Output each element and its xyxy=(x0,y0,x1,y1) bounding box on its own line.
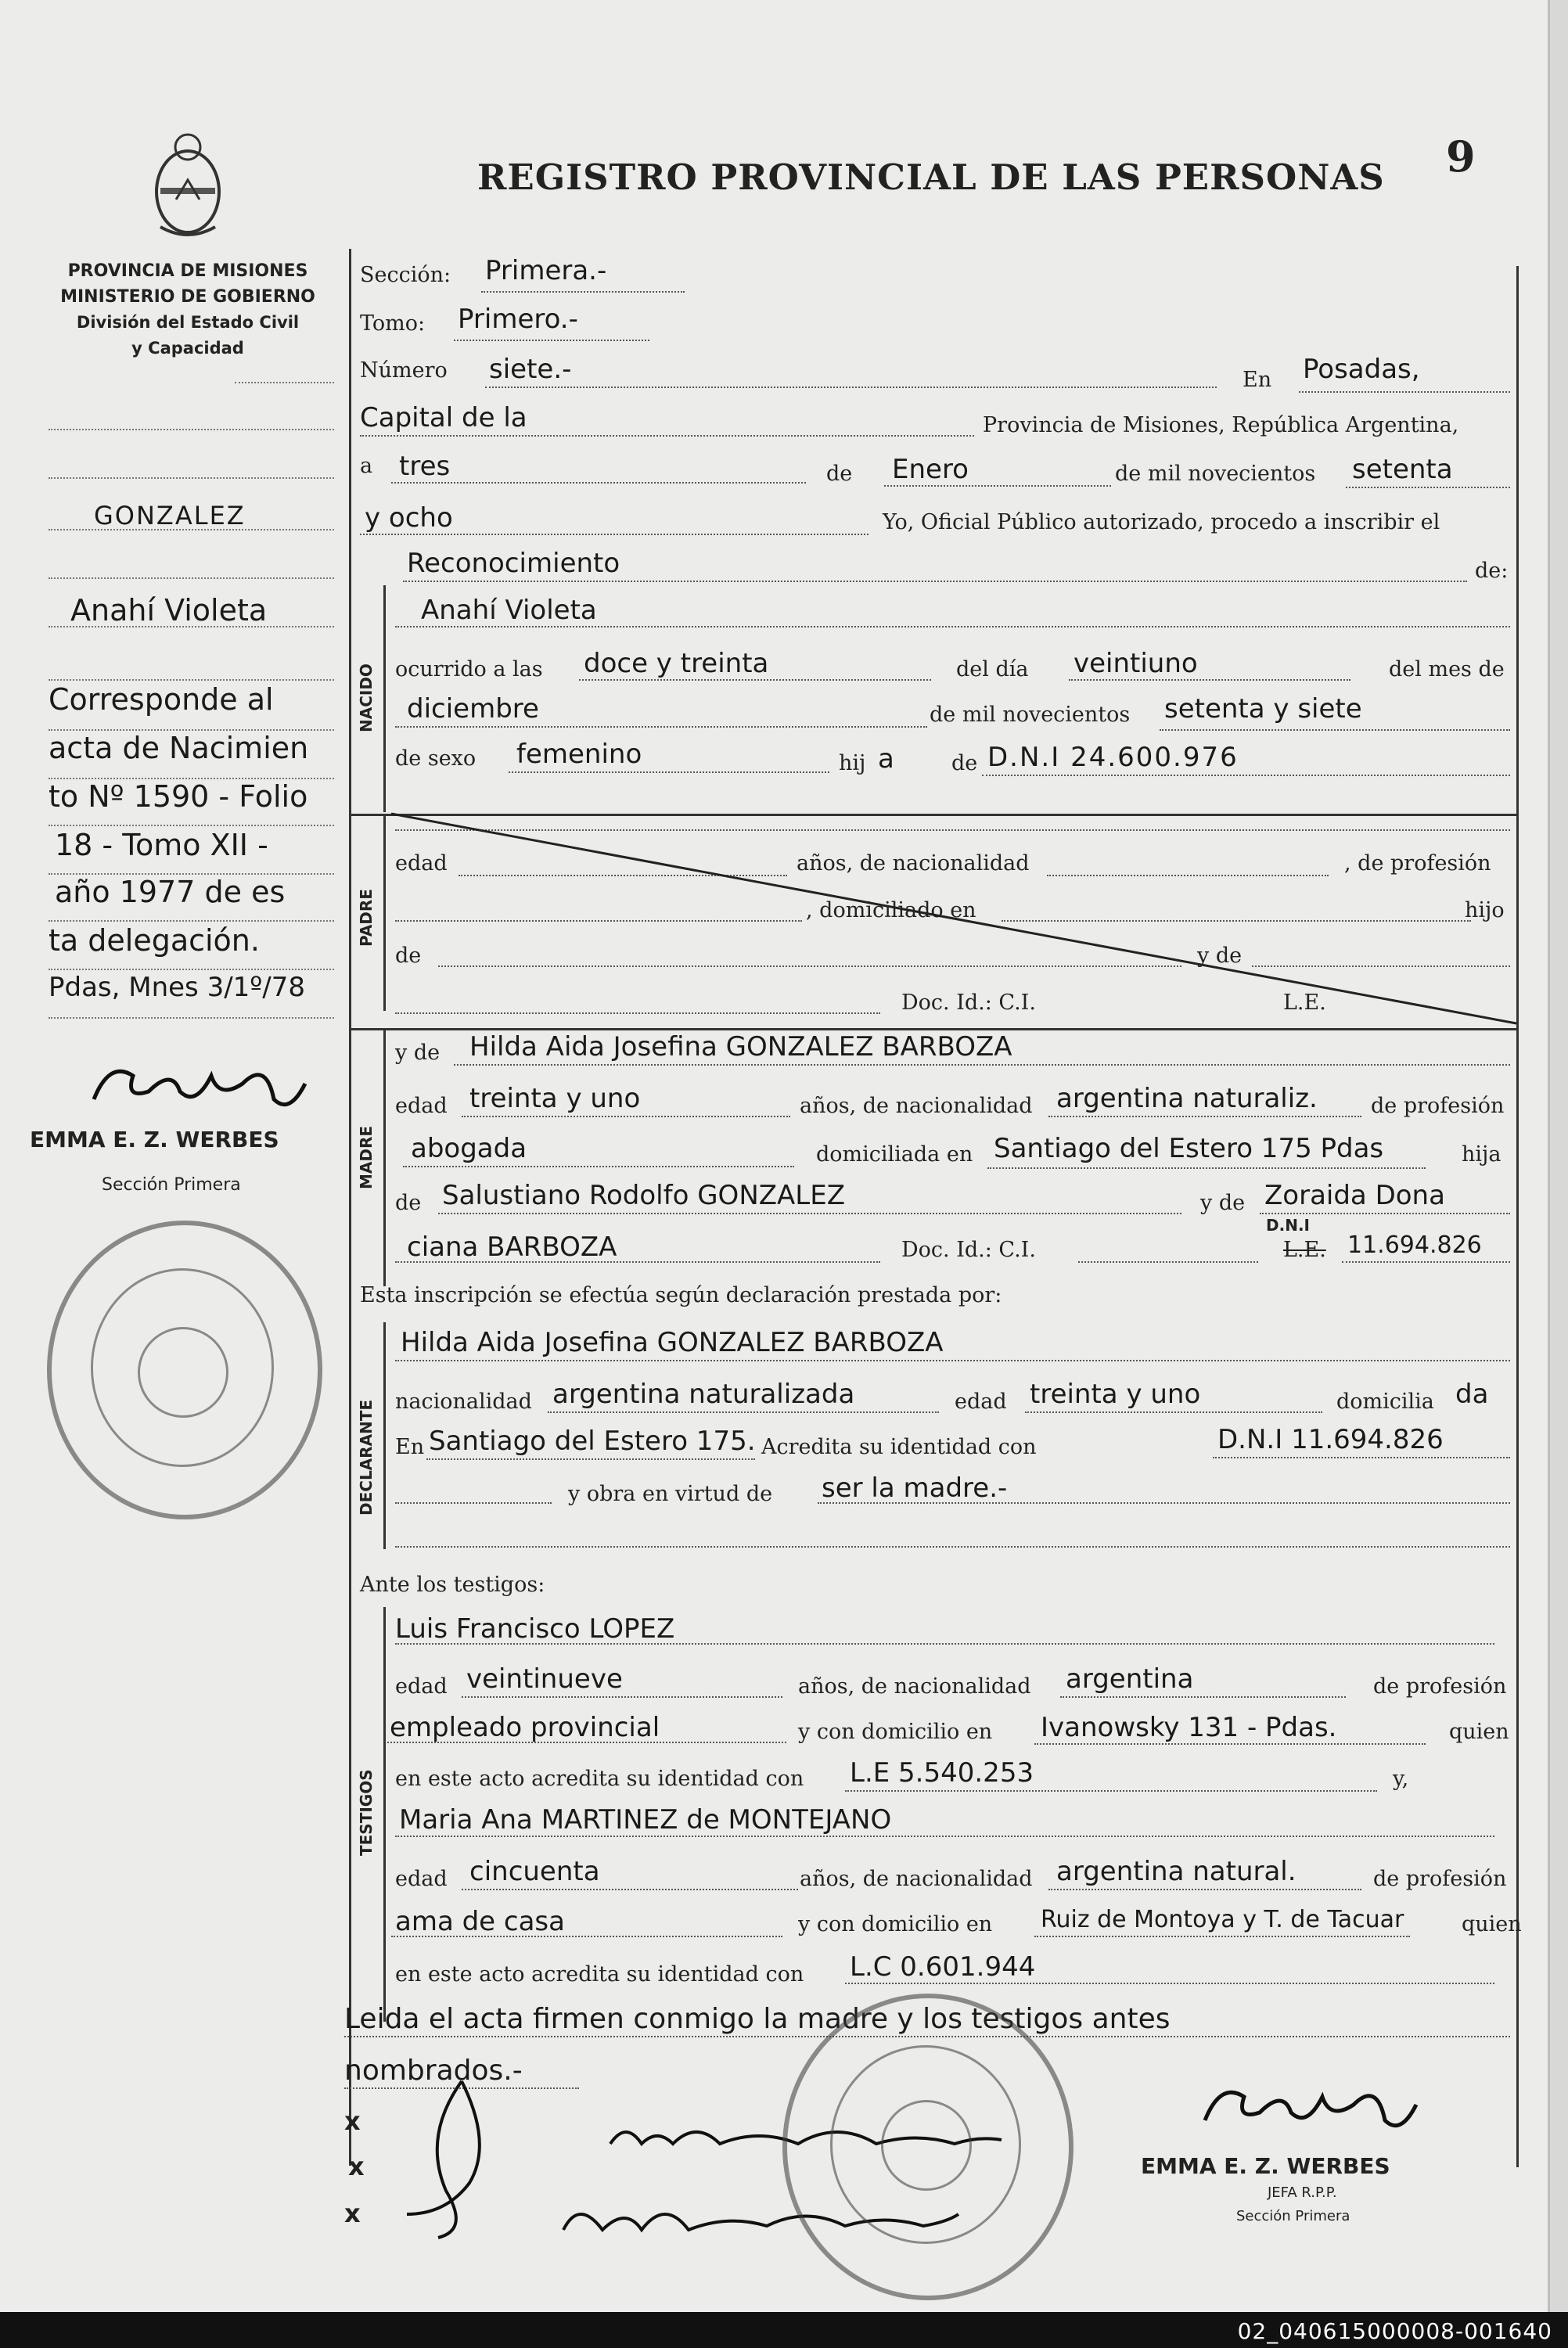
label-seccion: Sección: xyxy=(360,263,451,287)
left-divider xyxy=(235,382,334,383)
label-domic-t2: y con domicilio en xyxy=(798,1912,993,1936)
value-madre-prof: abogada xyxy=(411,1133,527,1164)
field-line xyxy=(1034,1936,1410,1937)
field-line xyxy=(454,1064,1510,1066)
field-line xyxy=(454,340,649,341)
heading-division: División del Estado Civil xyxy=(76,313,300,332)
value-t1-doc: L.E 5.540.253 xyxy=(850,1757,1034,1789)
label-prof-t2: de profesión xyxy=(1373,1867,1507,1891)
value-t2-doc: L.C 0.601.944 xyxy=(850,1951,1036,1983)
field-line xyxy=(1034,1743,1426,1745)
stamp-icon xyxy=(782,1994,1074,2300)
field-line xyxy=(360,435,974,437)
value-t1-nombre: Luis Francisco LOPEZ xyxy=(395,1613,675,1645)
field-line xyxy=(395,626,1510,627)
strike-through-line xyxy=(391,814,1518,1025)
field-line xyxy=(387,1742,786,1743)
closing-line-2: nombrados.- xyxy=(344,2055,523,2087)
left-surname: GONZALEZ xyxy=(94,501,246,530)
label-sexo: de sexo xyxy=(395,746,477,771)
field-line xyxy=(462,1116,790,1117)
label-nac-t1: años, de nacionalidad xyxy=(798,1674,1031,1699)
caption-bar xyxy=(0,2312,1568,2348)
label-le-padre: L.E. xyxy=(1283,991,1326,1015)
label-nac-t2: años, de nacionalidad xyxy=(800,1867,1033,1891)
left-line xyxy=(49,679,334,681)
label-yo: Yo, Oficial Público autorizado, procedo a inscribir el xyxy=(883,510,1440,534)
value-t2-nac: argentina natural. xyxy=(1056,1856,1296,1887)
official-signature-title: JEFA R.P.P. xyxy=(1268,2184,1337,2201)
label-hijo: hijo xyxy=(1465,898,1505,922)
label-domic-madre: domiciliada en xyxy=(816,1142,973,1167)
frame-right-line xyxy=(1516,266,1519,2167)
label-domic-t1: y con domicilio en xyxy=(798,1720,993,1744)
label-tomo: Tomo: xyxy=(360,311,426,336)
label-de-padre: de xyxy=(395,944,422,968)
x-mark: x xyxy=(344,2199,361,2228)
section-line xyxy=(383,1607,386,2022)
field-line xyxy=(395,1360,1510,1361)
label-en-decl: En xyxy=(395,1435,425,1459)
left-signature-icon xyxy=(78,1052,313,1123)
note-line: Corresponde al xyxy=(49,682,274,717)
label-del-dia: del día xyxy=(956,657,1029,681)
label-nac-padre: años, de nacionalidad xyxy=(797,851,1030,876)
label-edad-padre: edad xyxy=(395,851,448,876)
label-acredita-decl: Acredita su identidad con xyxy=(761,1435,1037,1459)
section-line xyxy=(383,1322,386,1549)
field-line xyxy=(360,534,869,535)
section-line xyxy=(383,1028,386,1286)
field-line xyxy=(1346,487,1510,488)
label-hija: hija xyxy=(1462,1142,1501,1167)
heading-capacity: y Capacidad xyxy=(131,339,244,358)
left-line xyxy=(49,969,334,970)
field-line xyxy=(391,1936,782,1937)
section-line xyxy=(383,585,386,812)
folio-number: 9 xyxy=(1446,131,1476,182)
value-madre-nombre: Hilda Aida Josefina GONZALEZ BARBOZA xyxy=(469,1031,1012,1063)
label-quien-t1: quien xyxy=(1449,1720,1509,1744)
page-title: REGISTRO PROVINCIAL DE LAS PERSONAS xyxy=(477,156,1385,198)
coat-of-arms-icon xyxy=(145,125,231,243)
field-line xyxy=(1260,1213,1510,1214)
value-t1-nac: argentina xyxy=(1066,1663,1194,1695)
label-acredita-t2: en este acto acredita su identidad con xyxy=(395,1962,804,1987)
value-en: Posadas, xyxy=(1303,354,1420,385)
value-mes: Enero xyxy=(892,454,969,485)
value-t1-edad: veintinueve xyxy=(466,1663,623,1695)
value-tomo: Primero.- xyxy=(458,304,578,335)
note-line: acta de Nacimien xyxy=(49,731,309,765)
left-line xyxy=(49,825,334,826)
side-label-testigos: TESTIGOS xyxy=(357,1769,376,1856)
left-signature-name: EMMA E. Z. WERBES xyxy=(30,1127,279,1152)
label-acredita-t1: en este acto acredita su identidad con xyxy=(395,1767,804,1791)
label-edad-decl: edad xyxy=(955,1390,1007,1414)
field-line xyxy=(1342,1261,1510,1263)
value-madre-madre: Zoraida Dona xyxy=(1264,1180,1445,1211)
value-dni-label: D.N.I xyxy=(1266,1216,1310,1235)
field-line xyxy=(509,771,829,773)
value-acto: Reconocimiento xyxy=(407,548,620,579)
label-hij: hij xyxy=(839,751,866,775)
field-line xyxy=(818,1502,1510,1504)
label-provincia: Provincia de Misiones, República Argentina, xyxy=(983,413,1459,437)
label-de-madre: de xyxy=(395,1191,422,1215)
value-capital: Capital de la xyxy=(360,402,527,433)
field-line xyxy=(462,1889,798,1890)
field-line xyxy=(462,1696,782,1698)
field-line xyxy=(485,387,1217,388)
value-madre-nac: argentina naturaliz. xyxy=(1056,1083,1318,1114)
field-line xyxy=(395,1836,1494,1837)
label-ante-testigos: Ante los testigos: xyxy=(360,1573,545,1597)
note-line: ta delegación. xyxy=(49,923,260,958)
official-signature-sub: Sección Primera xyxy=(1236,2208,1350,2224)
field-line xyxy=(1069,679,1350,681)
stamp-icon xyxy=(47,1221,322,1519)
label-le-madre: L.E. xyxy=(1283,1238,1326,1262)
value-dia: tres xyxy=(399,451,451,482)
value-seccion: Primera.- xyxy=(485,255,607,286)
field-line xyxy=(426,1458,755,1460)
label-de-mil: de mil novecientos xyxy=(1115,462,1316,486)
field-line xyxy=(395,726,927,728)
label-obra: y obra en virtud de xyxy=(568,1482,773,1506)
field-line xyxy=(1025,1411,1322,1413)
field-line xyxy=(481,291,685,293)
value-decl-edad: treinta y uno xyxy=(1030,1379,1201,1410)
left-line xyxy=(49,477,334,479)
field-line xyxy=(403,1166,794,1167)
value-madre-dom: Santiago del Estero 175 Pdas xyxy=(994,1133,1384,1164)
label-quien-t2: quien xyxy=(1462,1912,1522,1936)
x-mark: x xyxy=(348,2152,365,2181)
witness-signature-icon xyxy=(376,2073,548,2246)
official-signature-icon xyxy=(1189,2073,1424,2144)
value-madre-padre: Salustiano Rodolfo GONZALEZ xyxy=(442,1180,846,1211)
label-prof-padre: , de profesión xyxy=(1344,851,1491,876)
official-signature-name: EMMA E. Z. WERBES xyxy=(1141,2153,1390,2179)
label-edad-madre: edad xyxy=(395,1094,448,1118)
value-madre-madre2: ciana BARBOZA xyxy=(407,1232,617,1263)
value-doc-nac: D.N.I 24.600.976 xyxy=(987,742,1239,773)
field-line xyxy=(395,1502,552,1504)
value-decl-dom: Santiago del Estero 175. xyxy=(429,1426,756,1457)
value-sexo: femenino xyxy=(516,739,642,770)
label-edad-t2: edad xyxy=(395,1867,448,1891)
side-label-declarante: DECLARANTE xyxy=(357,1399,376,1516)
heading-ministry: MINISTERIO DE GOBIERNO xyxy=(60,287,315,307)
value-hij-suffix: a xyxy=(878,743,894,775)
side-label-madre: MADRE xyxy=(357,1125,376,1189)
label-de-colon: de: xyxy=(1475,559,1509,583)
closing-line-1: Leida el acta firmen conmigo la madre y los testigos antes xyxy=(344,2003,1171,2035)
value-t2-dom: Ruiz de Montoya y T. de Tacuar xyxy=(1041,1906,1404,1933)
label-doc-padre: Doc. Id.: C.I. xyxy=(901,991,1036,1015)
label-a: a xyxy=(360,454,373,478)
left-heading xyxy=(47,258,329,361)
field-line xyxy=(1048,1116,1361,1117)
value-anio2: y ocho xyxy=(365,502,453,534)
frame-left-line xyxy=(349,249,351,2166)
left-names: Anahí Violeta xyxy=(70,593,268,627)
note-line: 18 - Tomo XII - xyxy=(55,828,268,862)
value-t2-edad: cincuenta xyxy=(469,1856,600,1887)
value-t2-nombre: Maria Ana MARTINEZ de MONTEJANO xyxy=(399,1804,892,1836)
value-nacido-nombre: Anahí Violeta xyxy=(421,595,597,626)
field-line xyxy=(982,775,1510,776)
left-line xyxy=(49,1017,334,1019)
value-t2-prof: ama de casa xyxy=(395,1906,565,1937)
field-line xyxy=(403,581,1467,582)
field-line xyxy=(1048,1889,1361,1890)
label-numero: Número xyxy=(360,358,448,383)
section-line xyxy=(383,814,386,1011)
section-divider xyxy=(349,1028,1518,1030)
value-decl-doc: D.N.I 11.694.826 xyxy=(1217,1424,1444,1455)
value-t1-dom: Ivanowsky 131 - Pdas. xyxy=(1041,1712,1337,1743)
left-signature-sub: Sección Primera xyxy=(102,1175,241,1195)
value-decl-nac: argentina naturalizada xyxy=(552,1379,855,1410)
label-inscripcion: Esta inscripción se efectúa según declaración prestada por: xyxy=(360,1283,1002,1307)
value-anio1: setenta xyxy=(1352,454,1453,485)
heading-province: PROVINCIA DE MISIONES xyxy=(67,261,308,281)
field-line xyxy=(884,485,1111,487)
field-line xyxy=(391,482,806,484)
field-line xyxy=(548,1411,939,1413)
label-prof-madre: de profesión xyxy=(1371,1094,1505,1118)
left-line xyxy=(49,429,334,430)
field-line xyxy=(845,1790,1377,1792)
value-madre-doc: 11.694.826 xyxy=(1347,1232,1482,1259)
value-dia-nac: veintiuno xyxy=(1074,648,1198,679)
label-ocurrido: ocurrido a las xyxy=(395,657,543,681)
label-y-de-madre: y de xyxy=(395,1041,441,1065)
label-edad-t1: edad xyxy=(395,1674,448,1699)
field-line xyxy=(1060,1696,1346,1698)
label-doc-madre: Doc. Id.: C.I. xyxy=(901,1238,1036,1262)
label-y-de-padre: y de xyxy=(1197,944,1243,968)
note-line: Pdas, Mnes 3/1º/78 xyxy=(49,972,306,1003)
value-decl-nombre: Hilda Aida Josefina GONZALEZ BARBOZA xyxy=(401,1327,944,1358)
value-hora: doce y treinta xyxy=(584,648,769,679)
field-line xyxy=(438,1213,1181,1214)
field-line xyxy=(395,1546,1510,1548)
note-line: año 1977 de es xyxy=(55,875,286,909)
value-madre-edad: treinta y uno xyxy=(469,1083,641,1114)
label-nac-madre: años, de nacionalidad xyxy=(800,1094,1033,1118)
value-mes-nac: diciembre xyxy=(407,693,539,725)
left-line xyxy=(49,920,334,922)
value-numero: siete.- xyxy=(489,354,572,385)
label-y-de-madre2: y de xyxy=(1200,1191,1246,1215)
label-de-mil2: de mil novecientos xyxy=(930,703,1131,727)
field-line xyxy=(1160,729,1510,731)
field-line xyxy=(395,1261,880,1263)
label-y-t1: y, xyxy=(1393,1767,1409,1791)
field-line xyxy=(395,1643,1494,1645)
value-t1-prof: empleado provincial xyxy=(390,1712,660,1743)
field-line xyxy=(1299,391,1510,393)
note-line: to Nº 1590 - Folio xyxy=(49,779,308,814)
left-line xyxy=(49,577,334,579)
label-en: En xyxy=(1243,368,1272,392)
label-prof-t1: de profesión xyxy=(1373,1674,1507,1699)
label-del-mes: del mes de xyxy=(1389,657,1505,681)
label-nac-decl: nacionalidad xyxy=(395,1390,532,1414)
side-label-padre: PADRE xyxy=(357,889,376,947)
image-caption: 02_040615000008-001640 xyxy=(1237,2318,1552,2344)
x-mark: x xyxy=(344,2106,361,2136)
field-line xyxy=(579,679,931,681)
value-anio-nac: setenta y siete xyxy=(1164,693,1362,725)
label-domic-padre: , domiciliado en xyxy=(806,898,976,922)
side-label-nacido: NACIDO xyxy=(357,663,376,732)
value-decl-dom-suffix: da xyxy=(1455,1379,1489,1410)
label-de: de xyxy=(826,462,853,486)
field-line xyxy=(845,1983,1494,1984)
field-line xyxy=(987,1167,1426,1169)
field-line xyxy=(1078,1261,1258,1263)
value-decl-virtud: ser la madre.- xyxy=(822,1472,1008,1504)
label-de2: de xyxy=(951,751,978,775)
label-domic-decl: domicilia xyxy=(1336,1390,1434,1414)
field-line xyxy=(1213,1457,1510,1458)
